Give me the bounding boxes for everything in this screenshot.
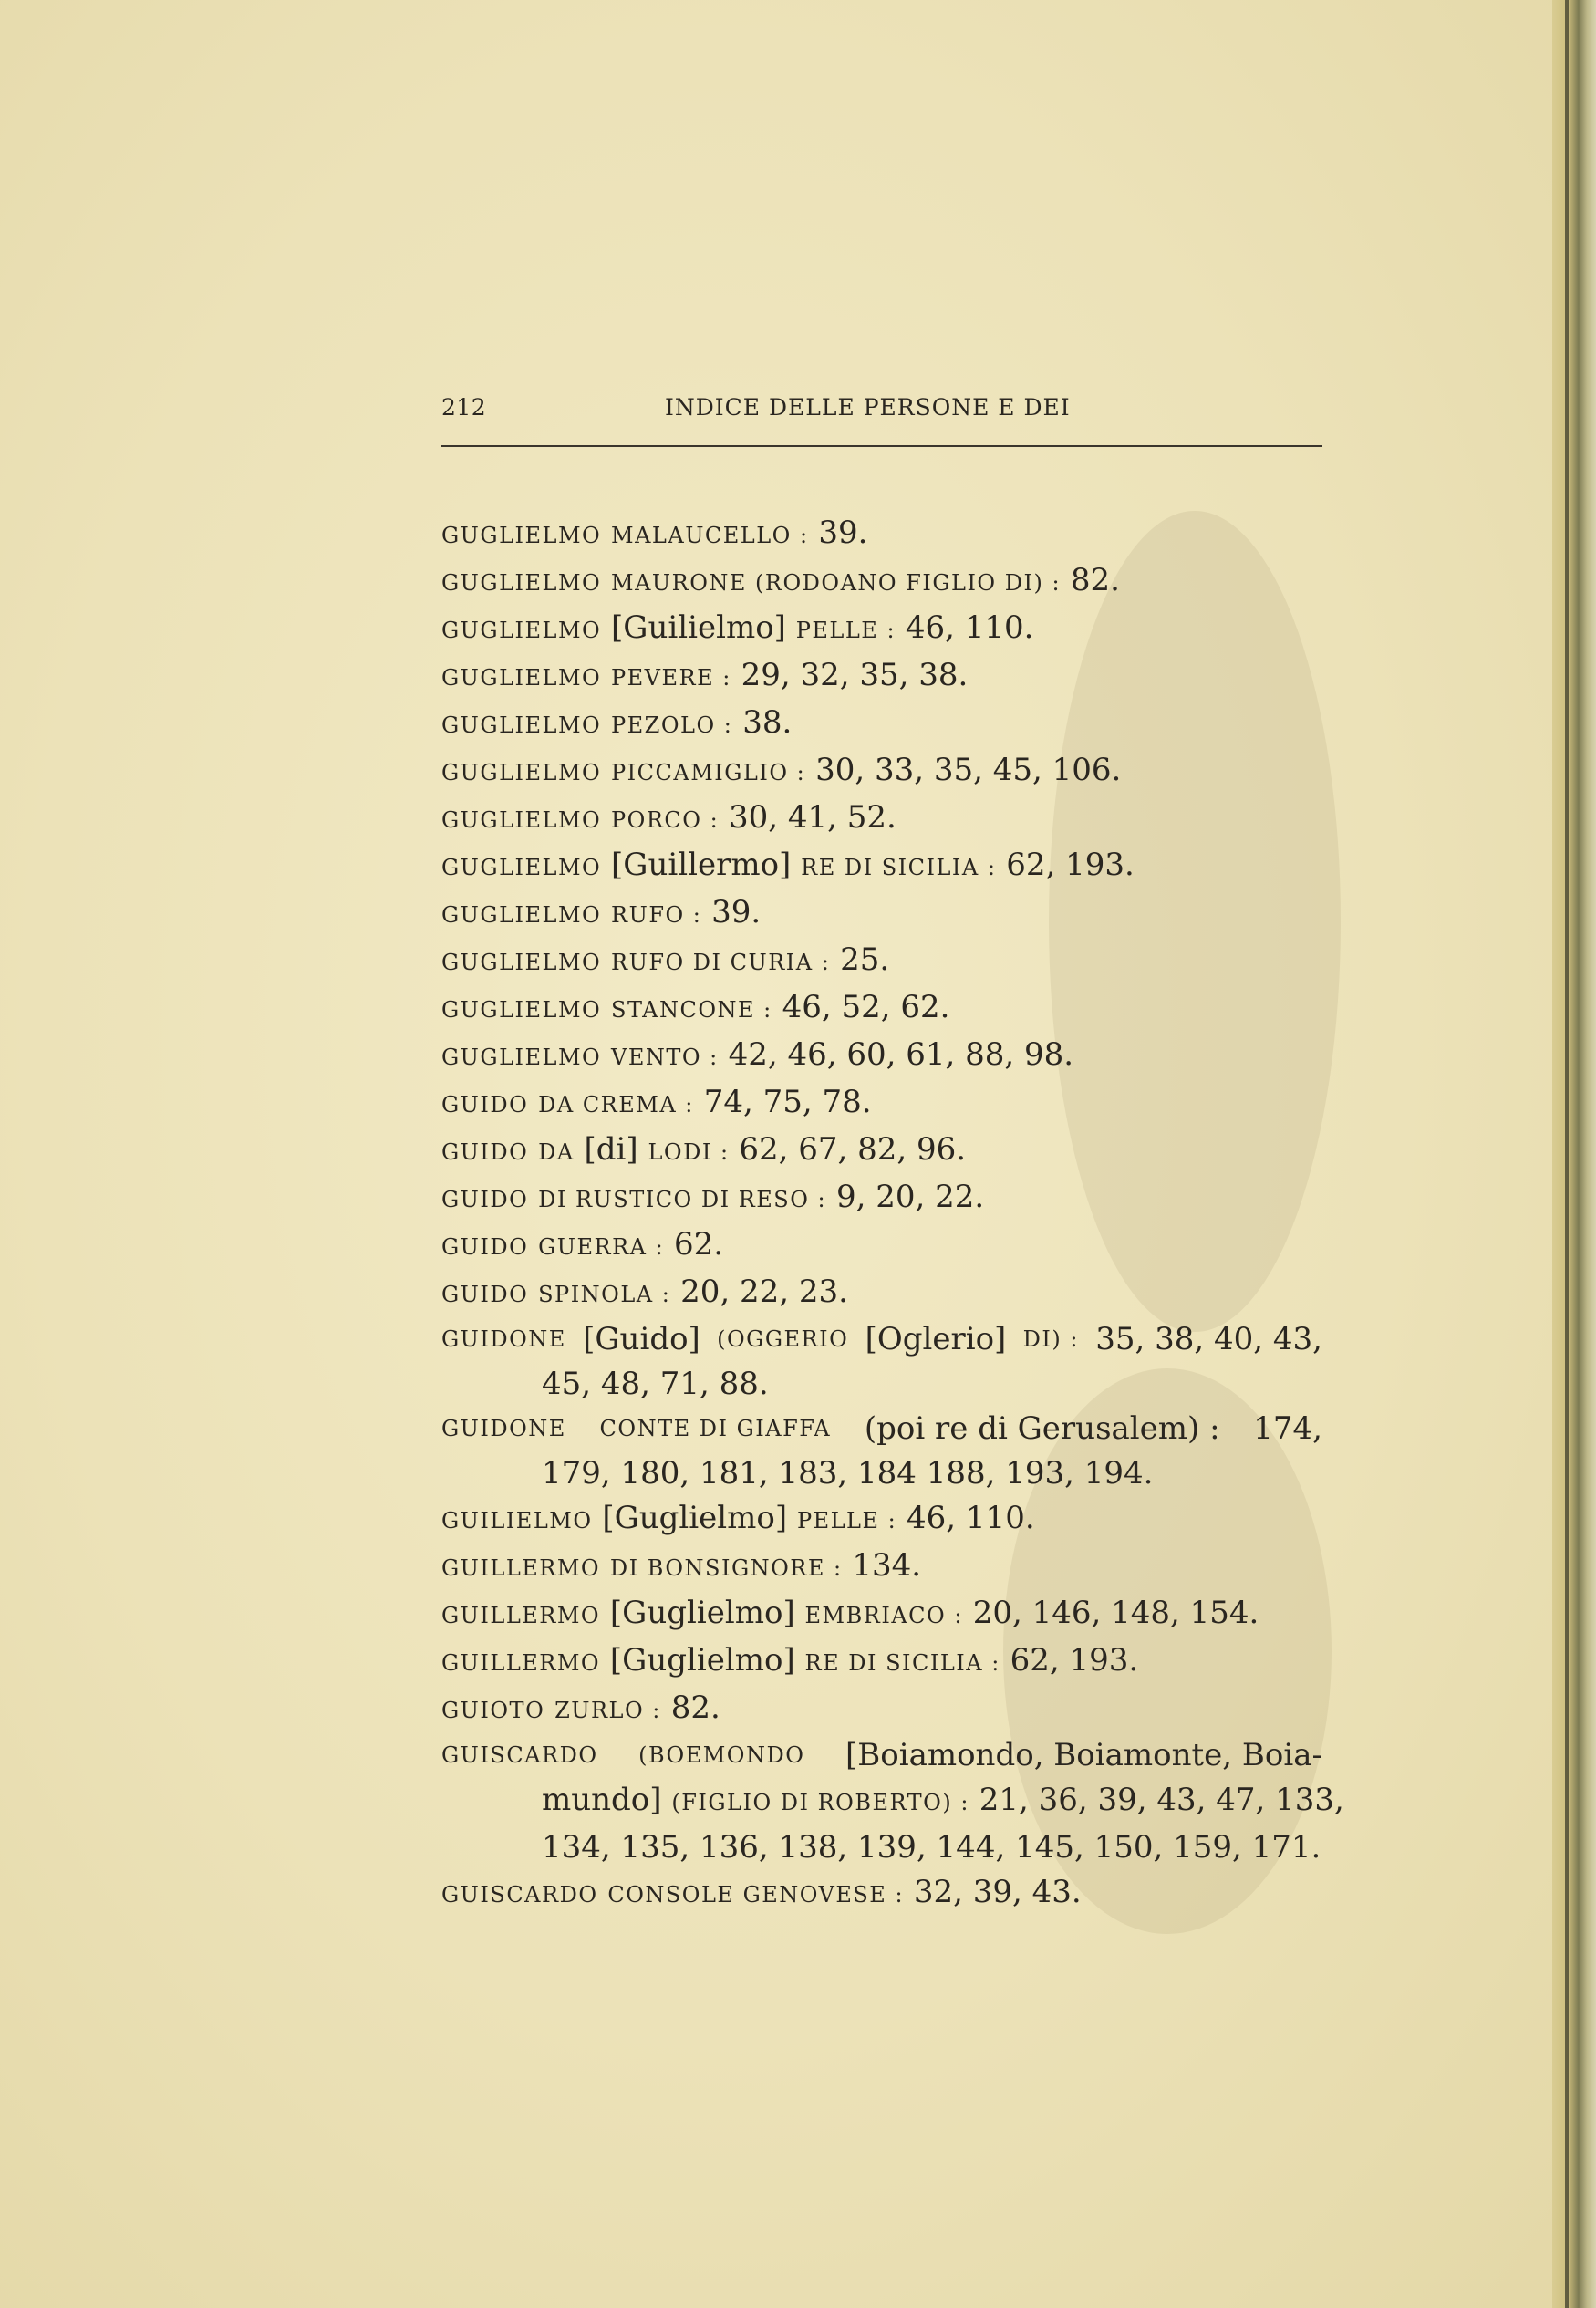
index-entries xyxy=(441,511,1344,1918)
index-entry xyxy=(441,1407,1322,1451)
entry-name: GUILLERMO xyxy=(441,1555,601,1581)
entry-name: GUIDONE xyxy=(441,1416,566,1441)
entry-name: GUGLIELMO xyxy=(441,523,602,548)
entry-refs: 21, 36, 39, 43, 47, 133, xyxy=(979,1782,1344,1818)
entry-qualifier: VENTO : xyxy=(611,1045,719,1070)
index-entry xyxy=(441,1033,1326,1080)
index-entry xyxy=(441,985,1326,1033)
entry-variant: [Guilielmo] xyxy=(611,609,786,646)
index-entry xyxy=(441,1544,1326,1591)
entry-continuation xyxy=(441,1825,1326,1870)
entry-refs: 30, 33, 35, 45, 106. xyxy=(815,752,1122,788)
entry-qualifier: GUERRA : xyxy=(538,1234,665,1260)
entry-continuation xyxy=(441,1362,1326,1407)
running-title: INDICE DELLE PERSONE E DEI xyxy=(665,394,1071,421)
entry-refs: 30, 41, 52. xyxy=(728,799,896,836)
entry-qualifier: RUFO DI CURIA : xyxy=(611,950,831,975)
index-entry xyxy=(441,1080,1326,1128)
entry-name: GUGLIELMO xyxy=(441,618,602,643)
entry-qualifier: RE DI SICILIA : xyxy=(804,1650,1000,1676)
entry-name: GUIDO xyxy=(441,1282,529,1307)
entry-name: GUGLIELMO xyxy=(441,665,602,691)
entry-refs: 46, 110. xyxy=(905,609,1034,646)
entry-refs: 46, 52, 62. xyxy=(782,989,950,1025)
entry-qualifier: DA CREMA : xyxy=(538,1092,694,1118)
index-entry xyxy=(441,1175,1326,1222)
entry-qualifier: PICCAMIGLIO : xyxy=(611,760,806,785)
index-entry xyxy=(441,795,1326,843)
index-entry xyxy=(441,653,1326,701)
entry-refs: 42, 46, 60, 61, 88, 98. xyxy=(728,1036,1074,1073)
entry-name: GUILLERMO xyxy=(441,1650,601,1676)
entry-refs: 82. xyxy=(1070,562,1120,598)
entry-note: [Boiamondo, Boiamonte, Boia- xyxy=(845,1737,1322,1773)
entry-qualifier: DI) : xyxy=(1022,1326,1079,1352)
page-number: 212 xyxy=(441,394,487,421)
page-binding-edge xyxy=(1552,0,1596,2308)
entry-name: GUGLIELMO xyxy=(441,760,602,785)
entry-refs: 32, 39, 43. xyxy=(913,1874,1082,1910)
entry-name: GUGLIELMO xyxy=(441,950,602,975)
entry-qualifier: PELLE : xyxy=(795,618,896,643)
entry-qualifier: (FIGLIO DI ROBERTO) : xyxy=(671,1790,969,1815)
index-entry xyxy=(441,558,1326,606)
entry-refs: 25. xyxy=(840,941,890,978)
entry-qualifier: DI BONSIGNORE : xyxy=(609,1555,843,1581)
index-entry xyxy=(441,938,1326,985)
entry-refs: 46, 110. xyxy=(907,1500,1035,1536)
entry-qualifier: PELLE : xyxy=(796,1508,897,1533)
index-entry xyxy=(441,606,1326,653)
entry-qualifier: SPINOLA : xyxy=(538,1282,671,1307)
entry-qualifier: MAURONE (RODOANO FIGLIO DI) : xyxy=(611,570,1062,596)
entry-name: GUISCARDO xyxy=(441,1742,598,1768)
entry-refs: 174, xyxy=(1253,1410,1322,1447)
entry-variant: [Guglielmo] xyxy=(609,1595,795,1631)
index-entry xyxy=(441,748,1326,795)
entry-name: GUIDO xyxy=(441,1139,529,1165)
index-entry xyxy=(441,890,1326,938)
entry-refs: 39. xyxy=(818,515,868,551)
index-entry xyxy=(441,701,1326,748)
entry-variant: [Guido] xyxy=(583,1321,700,1357)
entry-qualifier: PORCO : xyxy=(611,807,720,833)
entry-qualifier: (BOEMONDO xyxy=(638,1742,805,1768)
entry-name: GUGLIELMO xyxy=(441,807,602,833)
entry-name: GUILIELMO xyxy=(441,1508,593,1533)
entry-refs: 62. xyxy=(674,1226,724,1263)
index-entry xyxy=(441,1733,1322,1778)
entry-refs: 82. xyxy=(670,1689,720,1726)
entry-name: GUIDO xyxy=(441,1234,529,1260)
entry-qualifier: CONTE DI GIAFFA xyxy=(599,1416,832,1441)
entry-refs: 45, 48, 71, 88. xyxy=(542,1366,769,1402)
entry-name: GUIDO xyxy=(441,1187,529,1212)
entry-refs: 9, 20, 22. xyxy=(835,1179,985,1215)
entry-refs: 29, 32, 35, 38. xyxy=(741,657,969,693)
entry-qualifier: EMBRIACO : xyxy=(804,1603,963,1628)
entry-name: GUILLERMO xyxy=(441,1603,601,1628)
entry-name: GUISCARDO xyxy=(441,1882,598,1908)
entry-variant: [Guglielmo] xyxy=(609,1642,795,1679)
index-entry xyxy=(441,1496,1326,1544)
entry-qualifier: MALAUCELLO : xyxy=(611,523,809,548)
index-entry xyxy=(441,1317,1322,1362)
entry-name: GUIDO xyxy=(441,1092,529,1118)
entry-refs: 74, 75, 78. xyxy=(703,1084,872,1120)
entry-qualifier: DI RUSTICO DI RESO : xyxy=(538,1187,827,1212)
entry-qualifier: STANCONE : xyxy=(611,997,772,1023)
entry-name: GUIOTO xyxy=(441,1698,545,1723)
entry-qualifier: LODI : xyxy=(648,1139,730,1165)
index-entry xyxy=(441,1686,1326,1733)
entry-qualifier: RE DI SICILIA : xyxy=(801,855,997,880)
entry-refs: 134, 135, 136, 138, 139, 144, 145, 150, 159, 171. xyxy=(542,1829,1321,1866)
entry-refs: 38. xyxy=(742,704,793,741)
entry-refs: 39. xyxy=(711,894,762,930)
index-entry xyxy=(441,843,1326,890)
entry-refs: 35, 38, 40, 43, xyxy=(1095,1321,1322,1357)
entry-name: GUGLIELMO xyxy=(441,570,602,596)
entry-qualifier: PEZOLO : xyxy=(611,712,733,738)
entry-continuation xyxy=(441,1778,1344,1825)
binding-shadow-line xyxy=(1565,0,1569,2308)
index-entry xyxy=(441,1870,1326,1918)
entry-qualifier: ZURLO : xyxy=(554,1698,661,1723)
entry-refs: 62, 193. xyxy=(1006,847,1135,883)
index-entry xyxy=(441,511,1326,558)
entry-qualifier: CONSOLE GENOVESE : xyxy=(607,1882,905,1908)
entry-name: GUIDONE xyxy=(441,1326,566,1352)
entry-name: GUGLIELMO xyxy=(441,712,602,738)
entry-name: GUGLIELMO xyxy=(441,997,602,1023)
entry-refs: 134. xyxy=(852,1547,922,1584)
index-entry xyxy=(441,1270,1326,1317)
entry-refs: 62, 67, 82, 96. xyxy=(739,1131,967,1168)
entry-name: GUGLIELMO xyxy=(441,902,602,928)
page-header xyxy=(441,394,1322,447)
entry-variant: [di] xyxy=(584,1131,638,1168)
entry-qualifier: (OGGERIO xyxy=(717,1326,849,1352)
index-entry xyxy=(441,1638,1326,1686)
entry-qualifier: DA xyxy=(538,1139,575,1165)
entry-continuation xyxy=(441,1451,1326,1496)
entry-note: mundo] xyxy=(542,1782,662,1818)
entry-qualifier: PEVERE : xyxy=(611,665,731,691)
index-entry xyxy=(441,1591,1326,1638)
entry-note: (poi re di Gerusalem) : xyxy=(864,1410,1220,1447)
index-entry xyxy=(441,1128,1326,1175)
entry-refs: 179, 180, 181, 183, 184 188, 193, 194. xyxy=(542,1455,1154,1492)
entry-qualifier: RUFO : xyxy=(611,902,702,928)
entry-variant: [Oglerio] xyxy=(865,1321,1007,1357)
entry-variant: [Guglielmo] xyxy=(602,1500,788,1536)
entry-variant: [Guillermo] xyxy=(611,847,792,883)
entry-refs: 20, 146, 148, 154. xyxy=(972,1595,1259,1631)
entry-refs: 20, 22, 23. xyxy=(680,1274,848,1310)
entry-name: GUGLIELMO xyxy=(441,1045,602,1070)
entry-name: GUGLIELMO xyxy=(441,855,602,880)
entry-refs: 62, 193. xyxy=(1010,1642,1139,1679)
index-entry xyxy=(441,1222,1326,1270)
